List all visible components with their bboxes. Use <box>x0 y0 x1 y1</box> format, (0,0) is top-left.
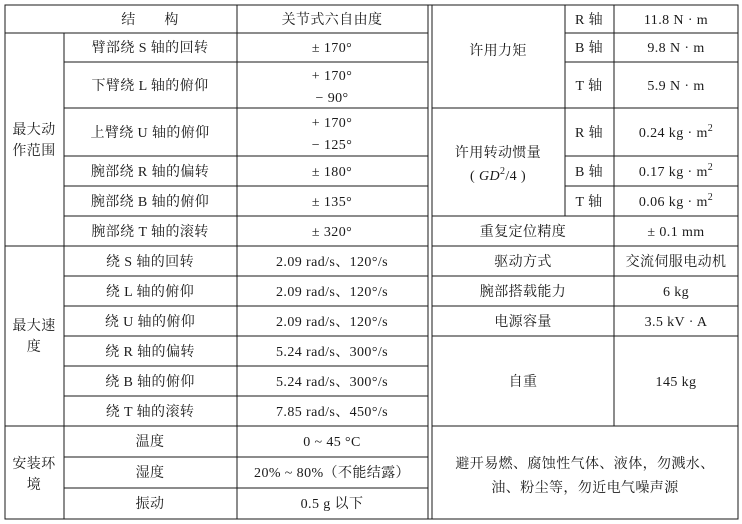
torque-axis: T 轴 <box>575 79 603 94</box>
torque-value: 11.8 N · m <box>643 13 709 28</box>
motion-row-name: 臂部绕 S 轴的回转 <box>91 41 209 56</box>
spec-value: 145 kg <box>655 375 697 390</box>
spec-name: 腕部搭载能力 <box>479 285 567 300</box>
spec-name: 驱动方式 <box>494 255 552 270</box>
inertia-axis: R 轴 <box>574 126 604 141</box>
motion-row-name: 腕部绕 B 轴的俯仰 <box>90 195 210 210</box>
torque-value: 9.8 N · m <box>647 41 705 56</box>
environment-section <box>12 433 714 512</box>
speed-row-value: 2.09 rad/s、120°/s <box>276 255 388 270</box>
speed-row-name: 绕 U 轴的俯仰 <box>104 315 196 330</box>
motion-row-name: 腕部绕 R 轴的偏转 <box>90 165 210 180</box>
spec-name: 重复定位精度 <box>479 225 567 240</box>
torque-value: 5.9 N · m <box>647 79 705 94</box>
inertia-formula: ( $GD^2/4$ ) <box>469 166 527 184</box>
environment-label-line1: 安装环 <box>12 457 56 472</box>
speed-row-name: 绕 B 轴的俯仰 <box>105 375 195 390</box>
speed-row-value: 5.24 rad/s、300°/s <box>276 345 388 360</box>
motion-row-value-secondary: − 125° <box>311 138 353 153</box>
speed-row-name: 绕 T 轴的滚转 <box>105 405 195 420</box>
inertia-value: 0.06 kg · $m^2$ <box>638 192 714 210</box>
inertia-value: 0.24 kg · $m^2$ <box>638 123 714 141</box>
speed-row-value: 5.24 rad/s、300°/s <box>276 375 388 390</box>
inertia-axis: T 轴 <box>575 195 603 210</box>
spec-value: 6 kg <box>662 285 690 300</box>
speed-row-name: 绕 L 轴的俯仰 <box>105 285 195 300</box>
speed-row-name: 绕 S 轴的回转 <box>106 255 194 270</box>
speed-row-name: 绕 R 轴的偏转 <box>105 345 195 360</box>
motion-row-value: ± 320° <box>311 225 353 240</box>
spec-value: 3.5 kV · A <box>644 315 708 330</box>
allowable-inertia-section <box>455 123 713 210</box>
motion-row-name: 上臂绕 U 轴的俯仰 <box>90 126 210 141</box>
motion-range-section <box>12 39 352 240</box>
environment-notes-line2: 油、粉尘等，勿近电气噪声源 <box>491 481 679 496</box>
environment-row-value: 20% ~ 80%（不能结露） <box>254 466 410 481</box>
environment-row-name: 湿度 <box>135 466 165 481</box>
motion-row-value: ± 180° <box>311 165 353 180</box>
spec-value: ± 0.1 mm <box>647 225 705 240</box>
allowable-torque-section <box>469 12 708 94</box>
speed-row-value: 2.09 rad/s、120°/s <box>276 315 388 330</box>
torque-axis: R 轴 <box>574 13 604 28</box>
spec-value: 交流伺服电动机 <box>625 255 727 270</box>
environment-label-line2: 境 <box>26 478 42 493</box>
header-structure-label: 结 构 <box>121 13 179 28</box>
environment-row-name: 温度 <box>135 435 165 450</box>
environment-row-value: 0 ~ 45 °C <box>303 435 361 450</box>
spec-name: 自重 <box>508 375 538 390</box>
header-structure-value: 关节式六自由度 <box>281 13 383 28</box>
environment-notes-line1: 避开易燃、腐蚀性气体、液体，勿溅水、 <box>455 457 715 472</box>
torque-axis: B 轴 <box>574 41 604 56</box>
inertia-axis: B 轴 <box>574 165 604 180</box>
environment-row-value: 0.5 g 以下 <box>300 497 364 512</box>
speed-row-value: 2.09 rad/s、120°/s <box>276 285 388 300</box>
motion-row-value: + 170° <box>311 69 353 84</box>
speed-row-value: 7.85 rad/s、450°/s <box>276 405 388 420</box>
motion-row-name: 腕部绕 T 轴的滚转 <box>91 225 209 240</box>
allowable-torque-label: 许用力矩 <box>469 44 527 59</box>
motion-range-label-line2: 作范围 <box>12 144 56 159</box>
max-speed-label-line1: 最大速 <box>12 319 56 334</box>
max-speed-label-line2: 度 <box>26 340 42 355</box>
motion-row-name: 下臂绕 L 轴的俯仰 <box>91 79 209 94</box>
motion-range-label-line1: 最大动 <box>12 123 56 138</box>
allowable-inertia-label: 许用转动惯量 <box>454 146 542 161</box>
motion-row-value: ± 135° <box>311 195 353 210</box>
motion-row-value-secondary: − 90° <box>315 91 349 106</box>
inertia-value: 0.17 kg · $m^2$ <box>638 162 714 180</box>
motion-row-value: + 170° <box>311 116 353 131</box>
environment-row-name: 振动 <box>135 497 165 512</box>
spec-name: 电源容量 <box>494 315 552 330</box>
motion-row-value: ± 170° <box>311 41 353 56</box>
